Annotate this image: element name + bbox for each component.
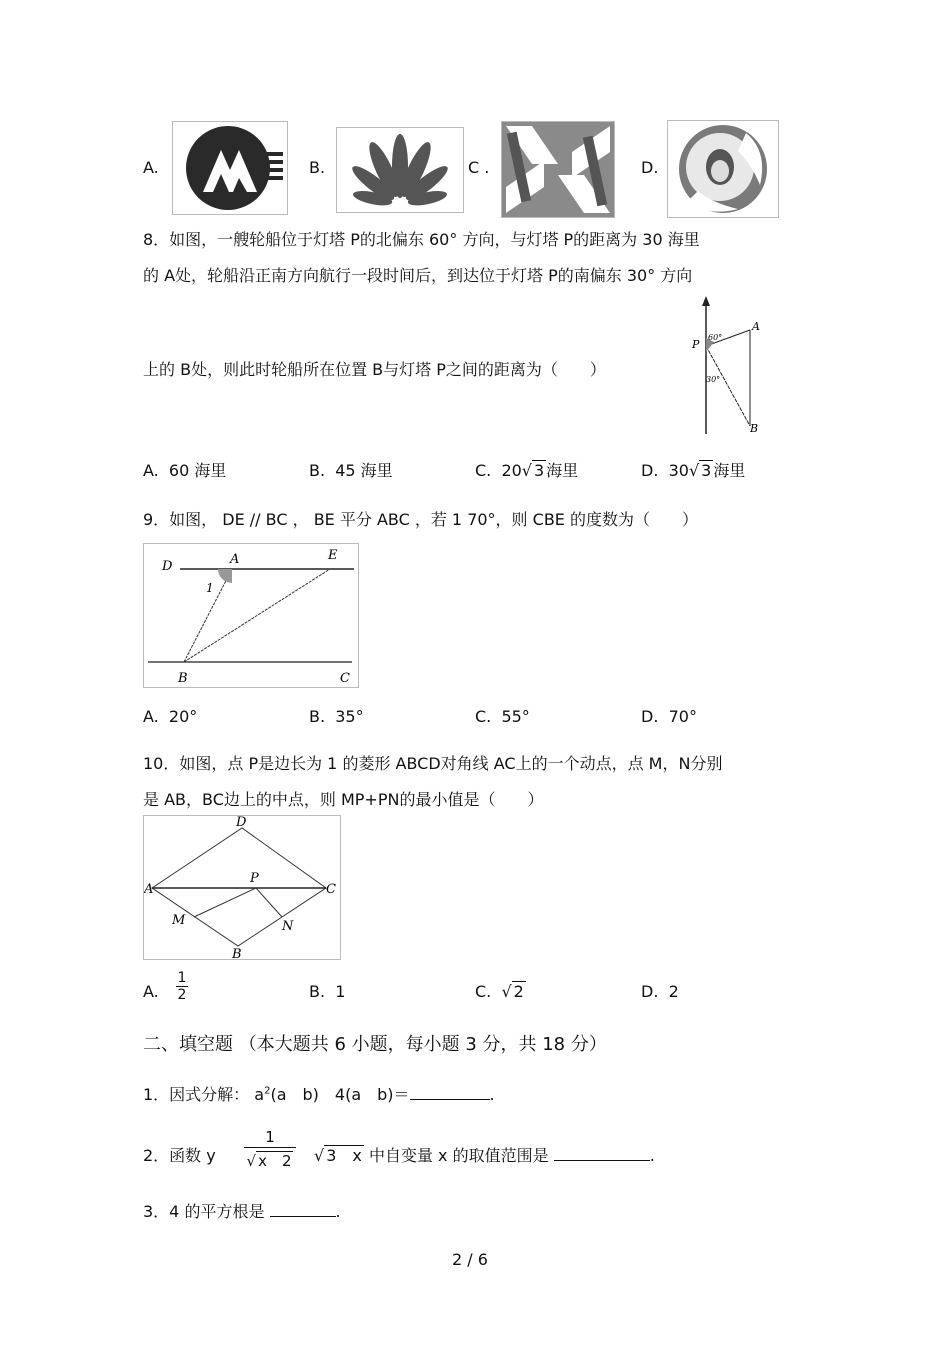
section2-heading: 二、填空题 （本大题共 6 小题，每小题 3 分，共 18 分） xyxy=(143,1034,607,1055)
q8-angle-60: 60° xyxy=(708,333,723,342)
q10-option-d: D. 2 xyxy=(641,982,679,1001)
q10-label-b: B xyxy=(232,947,242,959)
answer-blank-1[interactable] xyxy=(410,1085,490,1100)
sqrt-icon: √ xyxy=(688,461,700,480)
fill-q1: 1．因式分解： $a^2(a$ b) 4(a b)＝ . xyxy=(143,1085,495,1104)
q10-option-c: C. √ 2 xyxy=(475,982,524,1001)
q8-label-a: A xyxy=(752,320,760,333)
q10-label-n: N xyxy=(282,919,294,934)
sqrt-icon: √ xyxy=(314,1146,325,1165)
q7-option-c-label: C . xyxy=(468,158,490,177)
logo-a-image xyxy=(172,121,288,215)
q8-stem-line3: 上的 B处，则此时轮船所在位置 B与灯塔 P之间的距离为（ ） xyxy=(143,360,606,379)
logo-c-image xyxy=(501,121,615,218)
q8-stem-line1: 8．如图，一艘轮船位于灯塔 P的北偏东 60° 方向，与灯塔 P的距离为 30 海里 xyxy=(143,230,700,249)
sqrt-icon: √ xyxy=(246,1152,257,1170)
q10-stem-line2: 是 AB，BC边上的中点，则 MP+PN的最小值是（ ） xyxy=(143,790,544,809)
q10-label-c: C xyxy=(326,882,336,897)
q9-label-a: A xyxy=(230,552,240,567)
q10-label-m: M xyxy=(172,913,186,928)
fill-q2-rest: √ 3 x 中自变量 x 的取值范围是 . xyxy=(314,1146,655,1165)
q8-label-b: B xyxy=(750,422,759,435)
q9-label-1: 1 xyxy=(206,581,214,595)
q7-option-b-label: B. xyxy=(309,158,326,177)
q10-option-a-label: A. xyxy=(143,982,159,1001)
q8-option-d: D. 30√ 3 海里 xyxy=(641,461,746,480)
q9-label-e: E xyxy=(328,548,338,563)
q10-label-p: P xyxy=(250,871,259,886)
q8-option-b: B. 45 海里 xyxy=(309,461,393,480)
q10-option-b: B. 1 xyxy=(309,982,346,1001)
fill-q3: 3．4 的平方根是 . xyxy=(143,1202,341,1221)
logo-b-image xyxy=(336,127,464,213)
q9-option-b: B. 35° xyxy=(309,707,364,726)
q10-label-a: A xyxy=(144,882,154,897)
q8-stem-line2: 的 A处，轮船沿正南方向航行一段时间后，到达位于灯塔 P的南偏东 30° 方向 xyxy=(143,266,693,285)
q8-figure xyxy=(688,294,768,436)
q10-stem-line1: 10．如图，点 P是边长为 1 的菱形 ABCD对角线 AC上的一个动点，点 M，N分别 xyxy=(143,754,723,773)
q10-option-a-fraction: 1 2 xyxy=(177,970,187,1003)
q9-label-c: C xyxy=(340,671,350,686)
q8-angle-30: 30° xyxy=(706,375,721,384)
sqrt-icon: √ xyxy=(501,982,512,1001)
answer-blank-2[interactable] xyxy=(554,1146,650,1161)
q10-figure xyxy=(143,815,341,960)
q9-label-d: D xyxy=(162,559,173,574)
q9-option-c: C. 55° xyxy=(475,707,530,726)
petals-logo-icon xyxy=(337,128,463,212)
sqrt-icon: √ xyxy=(521,461,532,480)
penguin-logo-icon xyxy=(668,121,778,217)
q10-label-d: D xyxy=(236,816,247,830)
q9-figure xyxy=(143,543,359,688)
fill-q2-fraction: 1 √ x 2 xyxy=(244,1128,296,1171)
q8-option-a: A. 60 海里 xyxy=(143,461,227,480)
q9-option-d: D. 70° xyxy=(641,707,697,726)
q7-option-d-label: D. xyxy=(641,158,659,177)
mountain-logo-icon xyxy=(173,122,287,214)
fill-q2-prefix: 2．函数 y xyxy=(143,1146,216,1165)
q9-label-b: B xyxy=(178,671,188,686)
page-number: 2 / 6 xyxy=(452,1250,488,1269)
logo-d-image xyxy=(667,120,779,218)
pinwheel-logo-icon xyxy=(502,122,614,217)
q8-label-p: P xyxy=(692,338,700,351)
q9-option-a: A. 20° xyxy=(143,707,198,726)
q8-option-c: C. 20√ 3 海里 xyxy=(475,461,579,480)
q7-option-a-label: A. xyxy=(143,158,159,177)
answer-blank-3[interactable] xyxy=(270,1202,336,1217)
q9-stem: 9．如图， DE // BC ， BE 平分 ABC ，若 1 70°，则 CBE 的度数为（ ） xyxy=(143,510,698,529)
